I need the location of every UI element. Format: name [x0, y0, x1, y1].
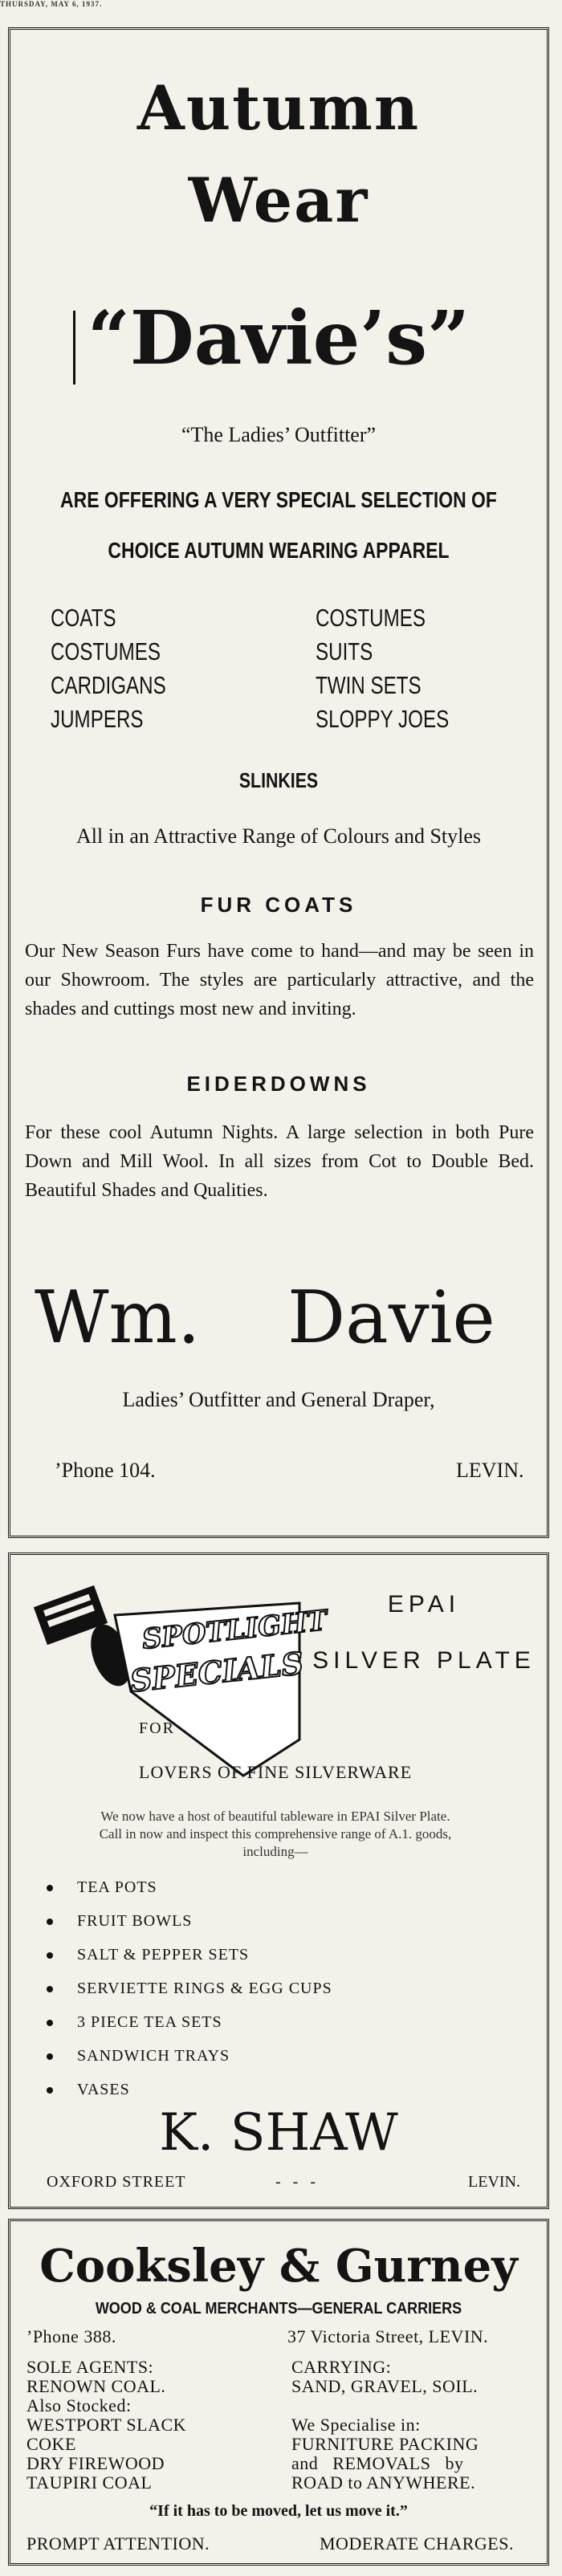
eiderdowns-text: For these cool Autumn Nights. A large selection in both Pure Down and Mill Wool. In all sizes from Cot to Double Bed. Beautiful Shades and Qualities. [25, 1122, 534, 1201]
silverware-item [47, 2039, 332, 2073]
running-head: THURSDAY, MAY 6, 1937. [0, 0, 103, 8]
intro-line-2: Call in now and inspect this comprehensive range of A.1. goods, [99, 1826, 452, 1841]
silverware-item [47, 1870, 332, 1904]
agent-line-label: SOLE AGENTS: [26, 2357, 154, 2377]
agent-line [26, 2377, 186, 2396]
silverware-item-label: 3 PIECE TEA SETS [77, 2013, 222, 2031]
apparel-item [51, 601, 166, 635]
bullet-icon [47, 1986, 53, 1992]
agent-line-label: WESTPORT SLACK [26, 2415, 187, 2435]
silverware-item [47, 1972, 332, 2005]
signature-last: Davie [287, 1276, 495, 1360]
firm-motto: “If it has to be moved, let us move it.” [149, 2502, 408, 2520]
footer-left: PROMPT ATTENTION. [26, 2533, 210, 2554]
silverware-item [47, 2005, 332, 2039]
signature-subtitle: Ladies’ Outfitter and General Draper, [122, 1388, 435, 1411]
fur-coats-heading: FUR COATS [200, 893, 357, 917]
street-name: OXFORD STREET [47, 2173, 186, 2191]
bullet-icon [47, 1952, 53, 1959]
agent-line [26, 2396, 186, 2415]
apparel-item-label: CARDIGANS [51, 671, 166, 699]
apparel-item-label: COSTUMES [316, 604, 426, 632]
silverware-item-label: SALT & PEPPER SETS [77, 1946, 250, 1964]
apparel-item [51, 702, 166, 736]
spotlight-lamp-icon [35, 1579, 329, 1780]
bullet-icon [47, 2087, 53, 2094]
bullet-icon [47, 2020, 53, 2026]
service-line-label: We Specialise in: [291, 2415, 421, 2435]
apparel-item-label: SLOPPY JOES [316, 705, 450, 733]
items-right-column [316, 601, 449, 736]
footer-right: MODERATE CHARGES. [320, 2533, 514, 2554]
service-line [291, 2358, 479, 2377]
logo-line-2: SPECIALS [128, 1644, 306, 1699]
apparel-item [316, 702, 449, 736]
phone-number: ’Phone 104. [55, 1459, 156, 1482]
offer-line-1: ARE OFFERING A VERY SPECIAL SELECTION OF [60, 487, 497, 512]
lovers-line: LOVERS OF FINE SILVERWARE [139, 1762, 413, 1782]
silverware-item-label: TEA POTS [77, 1878, 157, 1896]
apparel-item-label: SUITS [316, 637, 373, 665]
agent-line [26, 2415, 186, 2435]
signature-first: Wm. [35, 1276, 201, 1360]
service-line-label: ROAD to ANYWHERE. [291, 2472, 476, 2493]
service-line [291, 2415, 479, 2435]
firm-subtitle: WOOD & COAL MERCHANTS—GENERAL CARRIERS [95, 2300, 462, 2318]
slinkies-heading: SLINKIES [238, 768, 319, 792]
apparel-item [51, 669, 166, 702]
agent-line [26, 2454, 186, 2473]
firm-phone: ’Phone 388. [26, 2326, 116, 2346]
apparel-item [51, 635, 166, 669]
intro-line-1: We now have a host of beautiful tableware in EPAI Silver Plate. [100, 1809, 450, 1824]
eiderdowns-heading: EIDERDOWNS [186, 1072, 371, 1096]
items-left-column [51, 601, 166, 736]
silverware-item-label: SANDWICH TRAYS [77, 2047, 230, 2065]
davies-advertisement [8, 27, 549, 1538]
tagline: “The Ladies’ Outfitter” [181, 423, 377, 446]
cooksley-gurney-advertisement [8, 2219, 549, 2566]
bullet-icon [47, 1919, 53, 1925]
shop-name: K. SHAW [159, 2103, 398, 2163]
agent-line [26, 2358, 186, 2377]
agent-line-label: Also Stocked: [26, 2395, 132, 2415]
service-line-label: FURNITURE PACKING [291, 2434, 479, 2454]
silver-plate-heading: SILVER PLATE [312, 1647, 536, 1674]
silverware-item-label: SERVIETTE RINGS & EGG CUPS [77, 1980, 332, 1997]
intro-line-3: including— [242, 1844, 308, 1859]
service-line [291, 2454, 479, 2473]
offer-line-2: CHOICE AUTUMN WEARING APPAREL [108, 538, 450, 563]
title-wear: Wear [188, 165, 369, 236]
apparel-item-label: TWIN SETS [316, 671, 422, 699]
title-autumn: Autumn [136, 72, 421, 144]
silverware-item [47, 1904, 332, 1938]
apparel-item-label: COSTUMES [51, 637, 161, 665]
agent-line-label: COKE [26, 2434, 76, 2454]
agent-line [26, 2473, 186, 2493]
agent-line-label: RENOWN COAL. [26, 2376, 166, 2396]
service-line [291, 2396, 479, 2415]
shaw-town: LEVIN. [468, 2173, 520, 2191]
service-line [291, 2473, 479, 2493]
agent-line [26, 2435, 186, 2454]
bullet-icon [47, 1885, 53, 1891]
apparel-item [316, 601, 449, 635]
epai-heading: EPAI [387, 1591, 461, 1618]
apparel-item [316, 669, 449, 702]
service-line-label: CARRYING: [291, 2357, 392, 2377]
brand-name: “Davie’s” [88, 295, 470, 381]
silverware-item-label: VASES [77, 2081, 130, 2098]
firm-name: Cooksley & Gurney [39, 2240, 518, 2293]
for-label: FOR [139, 1719, 175, 1737]
bullet-icon [47, 2053, 53, 2060]
service-line-label: and REMOVALS by [291, 2453, 464, 2473]
logo-line-1: SPOTLIGHT [140, 1604, 329, 1656]
shaw-advertisement [8, 1553, 549, 2209]
service-line [291, 2435, 479, 2454]
silverware-list [47, 1870, 332, 2106]
firm-address: 37 Victoria Street, LEVIN. [287, 2326, 489, 2346]
apparel-item [316, 635, 449, 669]
service-line [291, 2377, 479, 2396]
silverware-item [47, 1938, 332, 1972]
slinkies-text: All in an Attractive Range of Colours and Styles [75, 824, 482, 848]
apparel-item-label: COATS [51, 604, 116, 632]
dashes: - - - [275, 2173, 316, 2191]
apparel-item-label: JUMPERS [51, 705, 144, 733]
agent-line-label: TAUPIRI COAL [26, 2472, 153, 2493]
service-line-label: SAND, GRAVEL, SOIL. [291, 2376, 479, 2396]
sole-agents-column [26, 2358, 186, 2493]
town-name: LEVIN. [456, 1459, 524, 1482]
fur-coats-text: Our New Season Furs have come to hand—and may be seen in our Showroom. The styles are particularly attractive, and the shades and cuttings most new and inviting. [25, 941, 534, 1019]
carrying-column [291, 2358, 479, 2493]
silverware-item-label: FRUIT BOWLS [77, 1912, 193, 1930]
agent-line-label: DRY FIREWOOD [26, 2453, 165, 2473]
silverware-item [47, 2073, 332, 2106]
